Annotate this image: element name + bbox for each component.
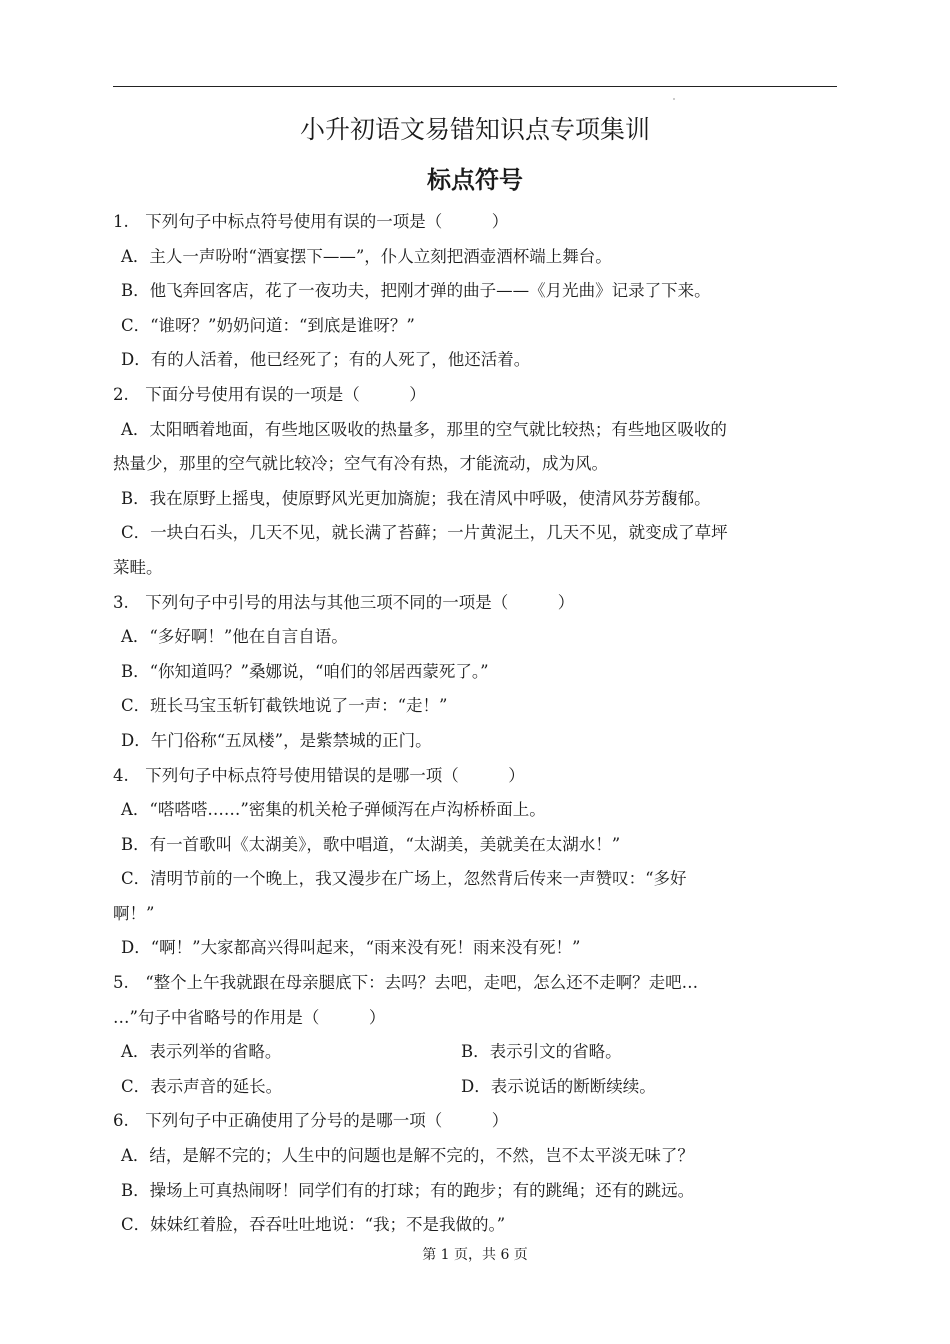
- question-4-option-c: C．清明节前的一个晚上，我又漫步在广场上，忽然背后传来一声赞叹：“多好: [121, 869, 687, 889]
- document-title: 小升初语文易错知识点专项集训: [299, 115, 650, 144]
- question-1-option-b: B．他飞奔回客店，花了一夜功夫，把刚才弹的曲子——《月光曲》记录了下来。: [121, 281, 711, 301]
- question-3-stem: 3. 下列句子中引号的用法与其他三项不同的一项是（ ）: [113, 592, 575, 612]
- question-1-option-c: C．“谁呀？”奶奶问道：“到底是谁呀？”: [121, 315, 415, 335]
- question-5-stem-cont: …”句子中省略号的作用是（ ）: [113, 1007, 386, 1027]
- question-3-option-d: D．午门俗称“五凤楼”，是紫禁城的正门。: [121, 730, 432, 750]
- question-3-option-a: A．“多好啊！”他在自言自语。: [121, 627, 348, 647]
- question-2-option-a-cont: 热量少，那里的空气就比较冷；空气有冷有热，才能流动，成为风。: [113, 454, 608, 474]
- question-3-option-b: B．“你知道吗？”桑娜说，“咱们的邻居西蒙死了。”: [121, 661, 489, 681]
- question-1-stem: 1. 下列句子中标点符号使用有误的一项是（ ）: [113, 212, 509, 231]
- question-5-options-row-1: [113, 1035, 837, 1070]
- document-subtitle: 标点符号: [427, 166, 523, 194]
- question-4-stem: 4. 下列句子中标点符号使用错误的是哪一项（ ）: [113, 765, 525, 785]
- question-2-option-c-cont: 菜畦。: [113, 557, 163, 577]
- question-6-stem: 6. 下列句子中正确使用了分号的是哪一项（ ）: [113, 1111, 509, 1131]
- question-4-option-d: D．“啊！”大家都高兴得叫起来，“雨来没有死！雨来没有死！”: [121, 938, 581, 958]
- question-5-options-row-2: [113, 1070, 837, 1105]
- page-number: 第 1 页，共 6 页: [422, 1247, 528, 1263]
- question-4-option-b: B．有一首歌叫《太湖美》，歌中唱道，“太湖美，美就美在太湖水！”: [121, 834, 621, 854]
- question-5-stem: 5. “整个上午我就跟在母亲腿底下：去吗？去吧，走吧，怎么还不走啊？走吧…: [113, 973, 699, 993]
- question-1-option-d: D．有的人活着，他已经死了；有的人死了，他还活着。: [121, 350, 531, 370]
- scan-dot: [673, 98, 675, 100]
- question-2-option-b: B．我在原野上摇曳，使原野风光更加旖旎；我在清风中呼吸，使清风芬芳馥郁。: [121, 488, 711, 508]
- question-2-option-a: A．太阳晒着地面，有些地区吸收的热量多，那里的空气就比较热；有些地区吸收的: [121, 419, 727, 439]
- question-3-option-c: C．班长马宝玉斩钉截铁地说了一声：“走！”: [121, 696, 448, 716]
- question-6-option-c: C．妹妹红着脸，吞吞吐吐地说：“我；不是我做的。”: [121, 1215, 506, 1235]
- question-5-option-b: B．表示引文的省略。: [461, 1042, 622, 1062]
- question-4-option-a: A．“嗒嗒嗒……”密集的机关枪子弹倾泻在卢沟桥桥面上。: [121, 800, 546, 820]
- question-2-stem: 2. 下面分号使用有误的一项是（ ）: [113, 384, 426, 404]
- header-rule: [113, 86, 837, 87]
- question-6-option-b: B．操场上可真热闹呀！同学们有的打球；有的跑步；有的跳绳；还有的跳远。: [121, 1180, 695, 1200]
- question-6-option-a: A．结，是解不完的；人生中的问题也是解不完的，不然，岂不太平淡无味了？: [121, 1146, 694, 1166]
- question-1-option-a: A．主人一声吩咐“酒宴摆下——”，仆人立刻把酒壶酒杯端上舞台。: [121, 246, 612, 266]
- question-5-option-d: D．表示说话的断断续续。: [461, 1076, 656, 1096]
- question-list: [113, 205, 837, 1243]
- question-4-option-c-cont: 啊！”: [113, 903, 155, 923]
- question-5-option-a: A．表示列举的省略。: [121, 1042, 282, 1062]
- question-2-option-c: C．一块白石头，几天不见，就长满了苔藓；一片黄泥土，几天不见，就变成了草坪: [121, 523, 728, 543]
- question-5-option-c: C．表示声音的延长。: [121, 1076, 283, 1096]
